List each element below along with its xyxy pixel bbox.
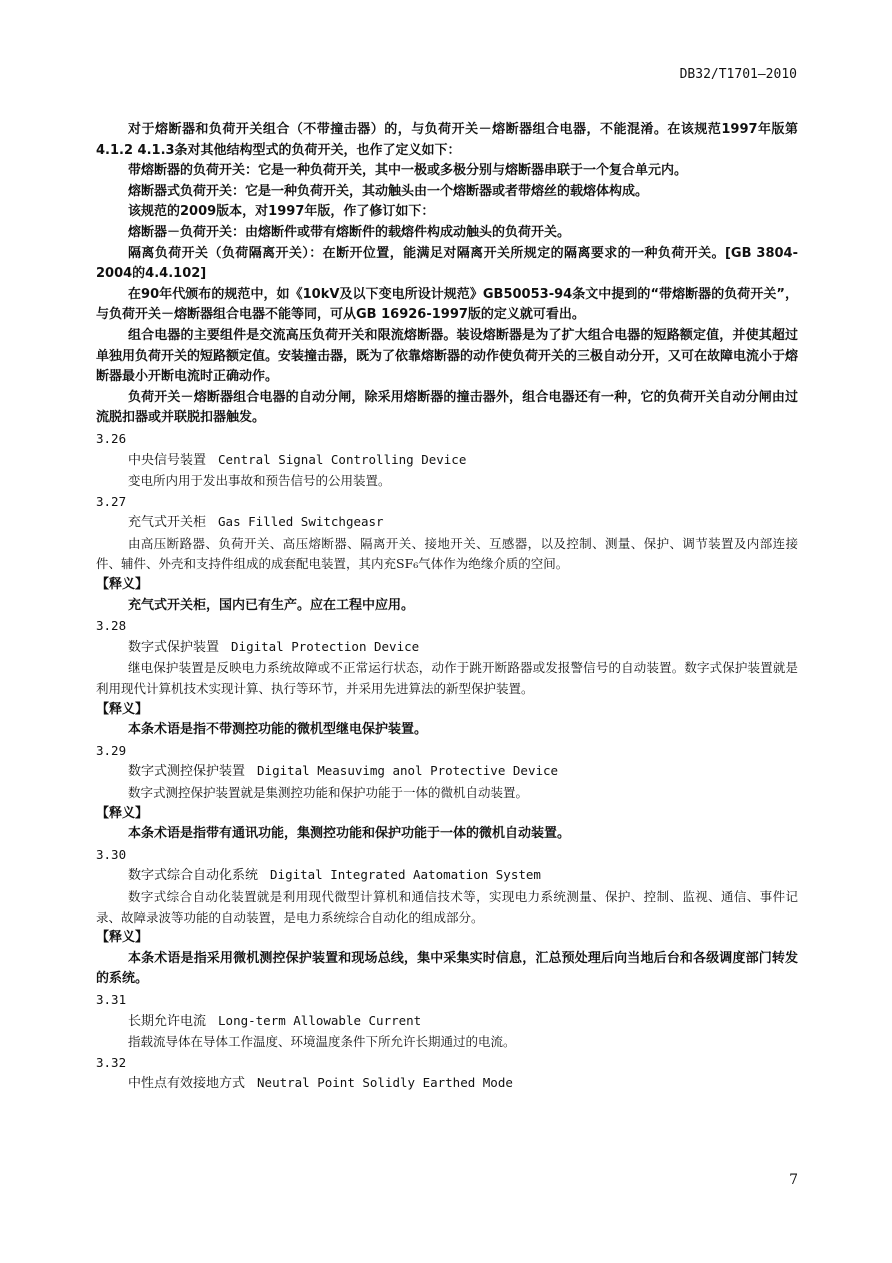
clause-number: 3.32	[96, 1054, 127, 1070]
intro-paragraph: 组合电器的主要组件是交流高压负荷开关和限流熔断器。装设熔断器是为了扩大组合电器的短路额定值，并使其超过单独用负荷开关的短路额定值。安装撞击器，既为了依靠熔断器的动作使负荷开关的三极自动分开，又可在故障电流小于熔断器最小开断电流时正确动作。	[96, 327, 799, 385]
intro-paragraph: 熔断器式负荷开关：它是一种负荷开关，其动触头由一个熔断器或者带熔丝的载熔体构成。	[128, 183, 649, 199]
term-heading	[96, 637, 798, 659]
term-heading	[96, 865, 798, 887]
term-definition: 指载流导体在导体工作温度、环境温度条件下所允许长期通过的电流。	[128, 1034, 516, 1050]
intro-paragraph: 在90年代颁布的规范中，如《10kV及以下变电所设计规范》GB50053-94条文中提到的“带熔断器的负荷开关”，与负荷开关－熔断器组合电器不能等同，可从GB 16926-1997版的定义就可看出。	[96, 286, 798, 323]
term-cn: 数字式综合自动化系统	[128, 868, 259, 884]
term-en: Digital Measuvimg anol Protective Device	[257, 763, 559, 779]
term-heading	[96, 761, 798, 783]
intro-paragraph: 负荷开关－熔断器组合电器的自动分闸，除采用熔断器的撞击器外，组合电器还有一种，它的负荷开关自动分闸由过流脱扣器或并联脱扣器触发。	[96, 389, 798, 426]
term-heading	[96, 1073, 798, 1095]
term-cn: 数字式测控保护装置	[128, 764, 246, 780]
clause-number: 3.29	[96, 742, 127, 758]
explanation-text: 充气式开关柜，国内已有生产。应在工程中应用。	[128, 597, 415, 613]
term-cn: 数字式保护装置	[128, 639, 220, 655]
intro-paragraph: 带熔断器的负荷开关：它是一种负荷开关，其中一极或多极分别与熔断器串联于一个复合单元内。	[128, 163, 688, 179]
intro-paragraph: 熔断器－负荷开关：由熔断件或带有熔断件的载熔件构成动触头的负荷开关。	[128, 224, 571, 240]
term-definition: 继电保护装置是反映电力系统故障或不正常运行状态，动作于跳开断路器或发报警信号的自动装置。数字式保护装置就是利用现代计算机技术实现计算、执行等环节，并采用先进算法的新型保护装置。	[96, 660, 798, 697]
term-en: Digital Integrated Aatomation System	[270, 867, 541, 883]
document-code: DB32/T1701—2010	[679, 67, 797, 82]
page-number: 7	[789, 1172, 798, 1188]
term-en: Long-term Allowable Current	[218, 1012, 422, 1028]
term-heading	[96, 450, 798, 472]
term-heading	[96, 1011, 798, 1033]
intro-paragraph: 对于熔断器和负荷开关组合（不带撞击器）的，与负荷开关－熔断器组合电器，不能混淆。在该规范1997年版第4.1.2 4.1.3条对其他结构型式的负荷开关，也作了定义如下：	[96, 122, 798, 158]
term-definition: 数字式综合自动化装置就是利用现代微型计算机和通信技术等，实现电力系统测量、保护、控制、监视、通信、事件记录、故障录波等功能的自动装置，是电力系统综合自动化的组成部分。	[96, 888, 798, 925]
explanation-label: 【释义】	[96, 577, 149, 593]
intro-paragraph: 该规范的2009版本，对1997年版，作了修订如下：	[128, 204, 435, 220]
page-content	[96, 120, 798, 1095]
clause-number: 3.26	[96, 430, 127, 446]
explanation-label: 【释义】	[96, 930, 149, 946]
intro-paragraph: 隔离负荷开关（负荷隔离开关）：在断开位置，能满足对隔离开关所规定的隔离要求的一种负荷开关。[GB 3804-2004的4.4.102]	[96, 245, 798, 282]
explanation-text: 本条术语是指不带测控功能的微机型继电保护装置。	[128, 722, 428, 738]
explanation-label: 【释义】	[96, 701, 149, 717]
term-en: Central Signal Controlling Device	[218, 451, 467, 467]
term-definition: 数字式测控保护装置就是集测控功能和保护功能于一体的微机自动装置。	[128, 785, 529, 800]
term-cn: 长期允许电流	[128, 1013, 207, 1029]
term-definition: 变电所内用于发出事故和预告信号的公用装置。	[128, 473, 391, 489]
term-definition: 由高压断路器、负荷开关、高压熔断器、隔离开关、接地开关、互感器，以及控制、测量、保护、调节装置及内部连接件、辅件、外壳和支持件组成的成套配电装置，其内充SF₆气体作为绝缘介质的空间。	[96, 535, 798, 572]
term-en: Neutral Point Solidly Earthed Mode	[257, 1075, 513, 1091]
term-cn: 充气式开关柜	[128, 515, 207, 531]
clause-number: 3.31	[96, 991, 127, 1007]
term-en: Gas Filled Switchgeasr	[218, 514, 384, 530]
term-heading	[96, 512, 798, 534]
explanation-text: 本条术语是指带有通讯功能，集测控功能和保护功能于一体的微机自动装置。	[128, 826, 571, 842]
clause-number: 3.27	[96, 493, 127, 509]
explanation-text: 本条术语是指采用微机测控保护装置和现场总线，集中采集实时信息，汇总预处理后向当地后台和各级调度部门转发的系统。	[96, 950, 798, 987]
clause-number: 3.28	[96, 618, 127, 634]
term-cn: 中性点有效接地方式	[128, 1076, 246, 1092]
explanation-label: 【释义】	[96, 805, 149, 821]
term-cn: 中央信号装置	[128, 452, 207, 468]
term-en: Digital Protection Device	[231, 638, 420, 654]
clause-number: 3.30	[96, 846, 127, 862]
